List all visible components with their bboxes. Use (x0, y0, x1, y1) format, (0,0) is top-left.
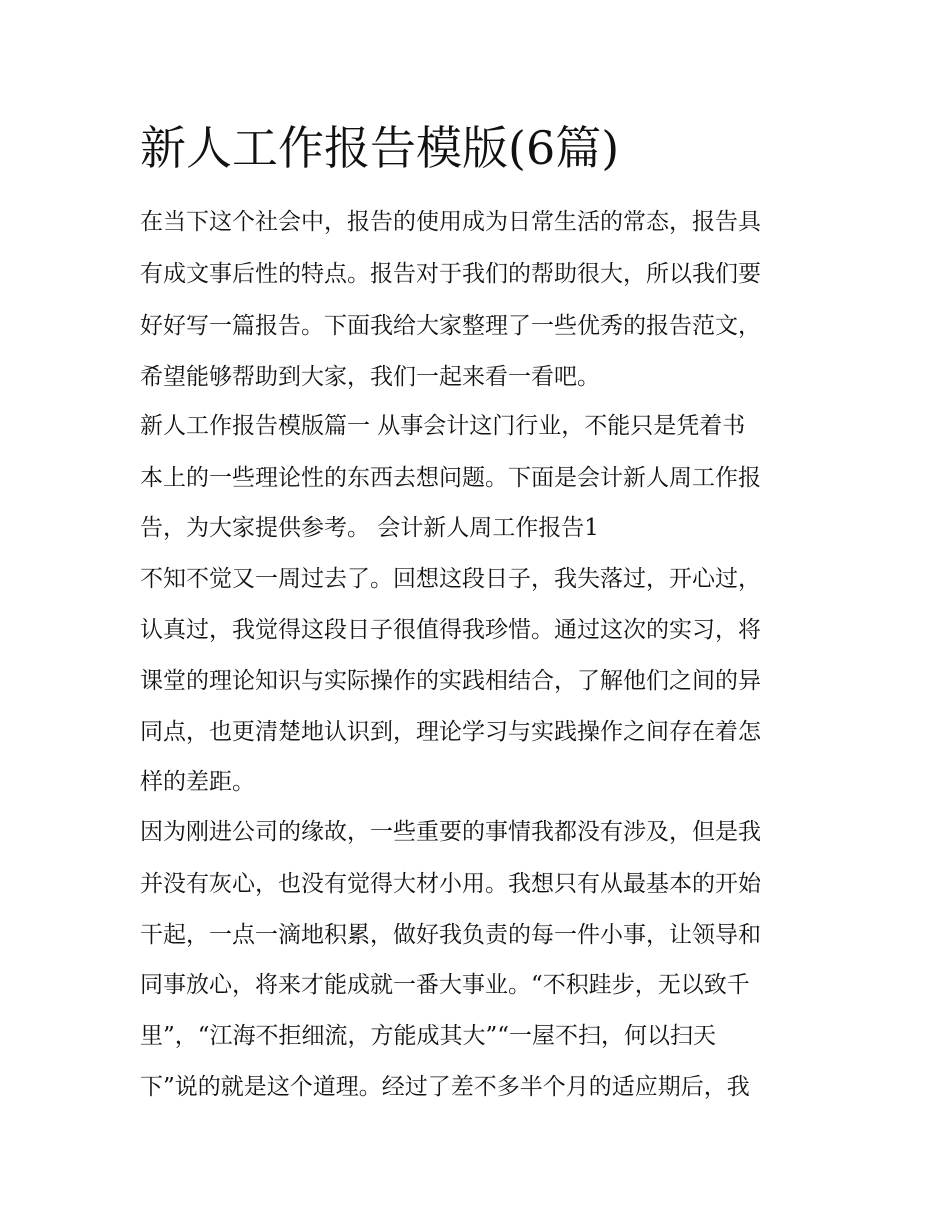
body-line: 课堂的理论知识与实际操作的实践相结合，了解他们之间的异 (140, 668, 761, 694)
body-line: 新人工作报告模版篇一 从事会计这门行业，不能只是凭着书 (140, 413, 746, 439)
body-line: 并没有灰心，也没有觉得大材小用。我想只有从最基本的开始 (140, 871, 761, 897)
body-line: 干起，一点一滴地积累，做好我负责的每一件小事，让领导和 (140, 922, 761, 948)
document-title: 新人工作报告模版(6篇) (140, 121, 620, 175)
body-line: 希望能够帮助到大家，我们一起来看一看吧。 (140, 364, 600, 390)
body-line: 因为刚进公司的缘故，一些重要的事情我都没有涉及，但是我 (140, 819, 761, 845)
body-line: 同点，也更清楚地认识到，理论学习与实践操作之间存在着怎 (140, 719, 761, 745)
body-line: 样的差距。 (140, 769, 255, 795)
body-line: 本上的一些理论性的东西去想问题。下面是会计新人周工作报 (140, 465, 761, 491)
body-line: 同事放心，将来才能成就一番大事业。“不积跬步，无以致千 (140, 972, 750, 998)
body-line: 里”，“江海不拒细流，方能成其大”“一屋不扫，何以扫天 (140, 1023, 717, 1049)
body-line: 在当下这个社会中，报告的使用成为日常生活的常态，报告具 (140, 209, 761, 235)
body-line: 有成文事后性的特点。报告对于我们的帮助很大，所以我们要 (140, 261, 761, 287)
body-line: 告，为大家提供参考。 会计新人周工作报告1 (140, 515, 599, 541)
body-line: 好好写一篇报告。下面我给大家整理了一些优秀的报告范文， (140, 313, 761, 339)
body-line: 认真过，我觉得这段日子很值得我珍惜。通过这次的实习，将 (140, 617, 761, 643)
body-line: 下”说的就是这个道理。经过了差不多半个月的适应期后，我 (140, 1074, 750, 1100)
body-line: 不知不觉又一周过去了。回想这段日子，我失落过，开心过， (140, 566, 761, 592)
